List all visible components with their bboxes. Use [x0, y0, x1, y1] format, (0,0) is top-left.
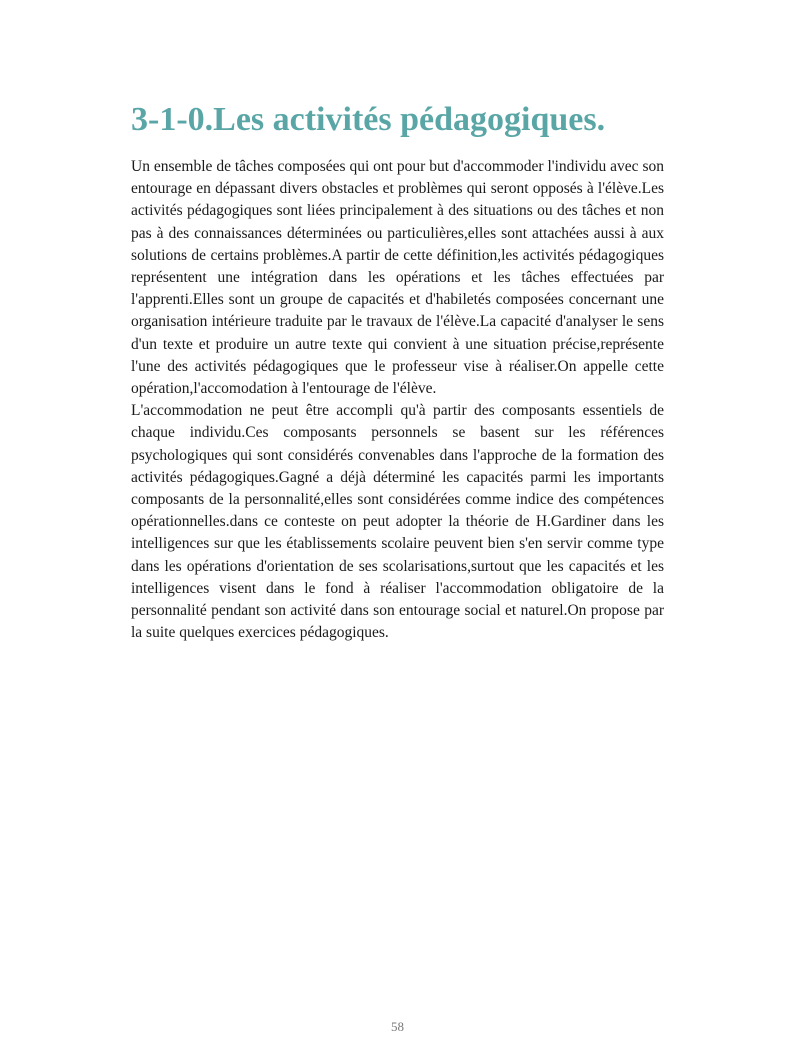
- paragraph-1: Un ensemble de tâches composées qui ont pour but d'accommoder l'individu avec son entourage en dépassant divers obstacles et problèmes qui seront opposés à l'élève.Les activités pédagogiques sont liées principalement à des situations ou des tâches et non pas à des connaissances déterminées ou particulières,elles sont attachées aussi à aux solutions de certains problèmes.A partir de cette définition,les activités pédagogiques représentent une intégration dans les opérations et les tâches effectuées par l'apprenti.Elles sont un groupe de capacités et d'habiletés composées concernant une organisation intérieure traduite par le travaux de l'élève.La capacité d'analyser le sens d'un texte et produire un autre texte qui convient à une situation précise,représente l'une des activités pédagogiques que le professeur vise à réaliser.On appelle cette opération,l'accomodation à l'entourage de l'élève.: [131, 158, 664, 398]
- body-text: [131, 156, 664, 644]
- page-title: 3-1-0.Les activités pédagogiques.: [131, 101, 606, 138]
- page-number: 58: [391, 1019, 404, 1034]
- paragraph-2: L'accommodation ne peut être accompli qu'à partir des composants essentiels de chaque individu.Ces composants personnels se basent sur les références psychologiques qui sont considérés convenables dans l'approche de la formation des activités pédagogiques.Gagné a déjà déterminé les capacités parmi les importants composants de la personnalité,elles sont considérées comme indice des compétences opérationnelles.dans ce conteste on peut adopter la théorie de H.Gardiner dans les intelligences sur que les établissements scolaire peuvent bien s'en servir comme type dans les opérations d'orientation de ses scolarisations,surtout que les capacités et les intelligences visent dans le fond à réaliser l'accommodation obligatoire de la personnalité pendant son activité dans son entourage social et naturel.On propose par la suite quelques exercices pédagogiques.: [131, 402, 664, 642]
